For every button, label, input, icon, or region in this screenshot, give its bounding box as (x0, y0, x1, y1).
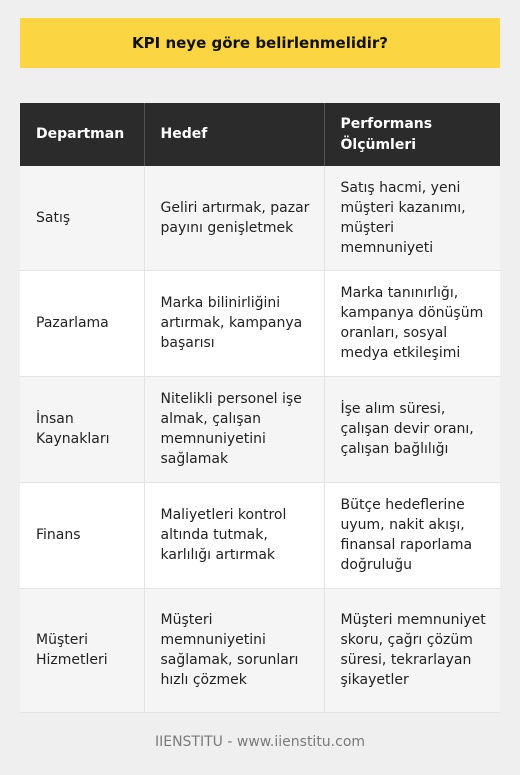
page-title: KPI neye göre belirlenmelidir? (132, 34, 388, 52)
cell-departman: Müşteri Hizmetleri (20, 588, 144, 712)
cell-departman: Finans (20, 482, 144, 588)
table-row (20, 166, 500, 270)
table-row (20, 482, 500, 588)
cell-performans: Satış hacmi, yeni müşteri kazanımı, müşteri memnuniyeti (324, 166, 500, 270)
cell-performans: İşe alım süresi, çalışan devir oranı, çalışan bağlılığı (324, 376, 500, 482)
cell-hedef: Marka bilinirliğini artırmak, kampanya başarısı (144, 270, 324, 376)
column-header-performans: Performans Ölçümleri (324, 103, 500, 166)
table-row (20, 588, 500, 712)
table-row (20, 270, 500, 376)
cell-departman: Satış (20, 166, 144, 270)
column-header-hedef: Hedef (144, 103, 324, 166)
column-header-departman: Departman (20, 103, 144, 166)
title-banner (20, 18, 500, 68)
cell-hedef: Geliri artırmak, pazar payını genişletmek (144, 166, 324, 270)
cell-hedef: Müşteri memnuniyetini sağlamak, sorunları hızlı çözmek (144, 588, 324, 712)
kpi-table (20, 103, 500, 713)
cell-hedef: Maliyetleri kontrol altında tutmak, karlılığı artırmak (144, 482, 324, 588)
cell-performans: Müşteri memnuniyet skoru, çağrı çözüm süresi, tekrarlayan şikayetler (324, 588, 500, 712)
cell-hedef: Nitelikli personel işe almak, çalışan memnuniyetini sağlamak (144, 376, 324, 482)
cell-performans: Bütçe hedeflerine uyum, nakit akışı, finansal raporlama doğruluğu (324, 482, 500, 588)
footer-credit: IIENSTITU - www.iienstitu.com (154, 734, 366, 750)
table-row (20, 376, 500, 482)
cell-departman: İnsan Kaynakları (20, 376, 144, 482)
cell-departman: Pazarlama (20, 270, 144, 376)
table-header-row (20, 103, 500, 166)
cell-performans: Marka tanınırlığı, kampanya dönüşüm oranları, sosyal medya etkileşimi (324, 270, 500, 376)
